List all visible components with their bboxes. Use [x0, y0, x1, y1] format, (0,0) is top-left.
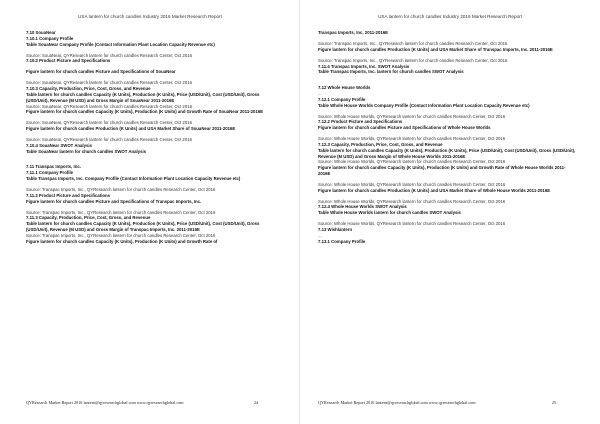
heading-line: Table Transpac Imports, Inc. lantern for church candles SWOT Analysis: [318, 69, 464, 75]
heading-line: Figure lantern for church candles Picture and Specifications of SouaNear: [26, 69, 176, 75]
heading-line: 7.11.1 Company Profile: [26, 170, 74, 176]
page-footer: [26, 400, 278, 405]
heading-line: Table SouaNear lantern for church candles SWOT Analysis: [26, 148, 147, 154]
spacer: [318, 75, 576, 85]
source-line: Source: Whole House Worlds, QYResearch lantern for church candles Research Center, Oct 2016: [318, 181, 506, 187]
heading-line: Figure lantern for church candles Capacity (K Units), Production (K Units) and Growth Rate of: [26, 238, 218, 244]
heading-line: Table SouaNear Company Profile (Contact Information Plant Location Capacity Revenue etc): [26, 41, 215, 47]
source-line: Source: SouaNear, QYResearch lantern for church candles Research Center, Oct 2016: [26, 103, 192, 109]
heading-line: Figure lantern for church candles Production (K Units) and USA Market Share of Whole House Worlds 2011-2016E: [318, 187, 551, 193]
footer-text: QYResearch Market Report 2016 lantern@qyresearchglobal.com www.qyresearchglobal.com: [318, 400, 476, 405]
heading-line: 7.10.4 SouaNear SWOT Analysis: [26, 142, 92, 148]
heading-line: Table lantern for church candles Capacity (K Units), Production (K Units), Price (USD/Unit), Cost (USD/Unit), Gross (USD/Unit), Revenue (M USD) and Gross Margin of SouaNear 2011-2016E: [26, 91, 260, 103]
heading-line: 7.12.1 Company Profile: [318, 96, 366, 102]
heading-line: 7.11.3 Capacity, Production, Price, Cost, Gross, and Revenue: [26, 215, 151, 221]
heading-line: 7.13 Wishlantern: [318, 227, 353, 233]
heading-line: 7.13.1 Company Profile: [318, 238, 366, 244]
source-line: Source: Transpac Imports, Inc., QYResearch lantern for church candles Research Center, Oct 2016: [318, 40, 508, 46]
heading-line: Figure lantern for church candles Capacity (K Units), Production (K Units) and Growth Rate of Whole House Worlds 2011-2016E: [318, 165, 566, 176]
heading-line: Figure lantern for church candles Picture and Specifications of Whole House Worlds: [318, 125, 491, 131]
page-header: USA lantern for church candles Industry 2016 Market Research Report: [78, 14, 222, 19]
heading-line: 7.11.2 Product Picture and Specifications: [26, 192, 111, 198]
source-line: Source: Whole House Worlds, QYResearch lantern for church candles Research Center, Oct 2016: [318, 159, 506, 165]
heading-line: 7.10.3 Capacity, Production, Price, Cost, Gross, and Revenue: [26, 86, 151, 92]
heading-line: 7.10.2 Product Picture and Specifications: [26, 58, 111, 64]
source-line: Source: Whole House Worlds, QYResearch lantern for church candles Research Center, Oct 2016: [318, 221, 506, 227]
right-page-content: [318, 30, 576, 244]
source-line: Source: SouaNear, QYResearch lantern for church candles Research Center, Oct 2016: [26, 137, 192, 143]
left-page-content: [26, 30, 278, 244]
heading-line: Figure lantern for church candles Production (K Units) and USA Market Share of SouaNear 2011-2016E: [26, 126, 236, 132]
source-line: Source: Transpac Imports, Inc., QYResearch lantern for church candles Research Center, Oct 2016: [318, 57, 508, 63]
footer-text: QYResearch Market Report 2016 lantern@qyresearchglobal.com www.qyresearchglobal.com: [26, 400, 184, 405]
heading-line: Table Whole House Worlds lantern for church candles SWOT Analysis: [318, 210, 461, 216]
heading-line: Table lantern for church candles Capacity (K Units), Production (K Units), Price (USD/Unit), Cost (USD/Unit), Gross (USD/Unit), Revenue (M USD) and Gross Margin of Whole House Worlds 2011-2016E: [318, 147, 576, 159]
heading-line: Table lantern for church candles Capacity (K Units), Production (K Units), Price (USD/Unit), Cost (USD/Unit), Gross (USD/Unit), Revenue (M USD) and Gross Margin of Transpac Imports, Inc. 2011-2016E: [26, 221, 260, 233]
page-header: USA lantern for church candles Industry 2016 Market Research Report: [378, 14, 522, 19]
heading-line: Table Transpac Imports, Inc. Company Profile (Contact Information Plant Location Capacity Revenue etc): [26, 176, 241, 182]
source-line: Source: Transpac Imports, Inc., QYResearch lantern for church candles Research Center, Oct 2016: [26, 187, 216, 193]
page-footer: [318, 400, 576, 405]
heading-line: Figure lantern for church candles Production (K Units) and USA Market Share of Transpac Imports, Inc. 2011-2016E: [318, 46, 553, 52]
page-number: 25: [551, 400, 556, 405]
source-line: Source: SouaNear, QYResearch lantern for church candles Research Center, Oct 2016: [26, 120, 192, 126]
source-line: Source: SouaNear, QYResearch lantern for church candles Research Center, Oct 2016: [26, 52, 192, 58]
heading-line: 7.12 Whole House Worlds: [318, 85, 371, 91]
source-line: Source: Transpac Imports, Inc., QYResearch lantern for church candles Research Center, Oct 2016: [26, 232, 216, 238]
source-line: ...: [318, 232, 322, 238]
heading-line: 7.12.2 Product Picture and Specifications: [318, 119, 403, 125]
spacer: [26, 154, 278, 164]
source-line: Source: Transpac Imports, Inc., QYResearch lantern for church candles Research Center, Oct 2016: [26, 209, 216, 215]
heading-line: 7.12.3 Capacity, Production, Price, Cost, Gross, and Revenue: [318, 141, 443, 147]
heading-line: 7.11.4 Transpac Imports, Inc. SWOT Analysis: [318, 63, 410, 69]
source-line: Source: Whole House Worlds, QYResearch lantern for church candles Research Center, Oct 2016: [318, 198, 506, 204]
heading-line: Transpac Imports, Inc. 2011-2016E: [318, 30, 388, 35]
heading-line: 7.10.1 Company Profile: [26, 35, 74, 41]
heading-line: 7.12.4 Whole House Worlds SWOT Analysis: [318, 204, 407, 210]
source-line: Source: SouaNear, QYResearch lantern for church candles Research Center, Oct 2016: [26, 80, 192, 86]
heading-line: Figure lantern for church candles Capacity (K Units), Production (K Units) and Growth Rate of SouaNear 2011-2016E: [26, 109, 264, 115]
source-line: ...: [318, 90, 322, 96]
heading-line: 7.11 Transpac Imports, Inc.: [26, 164, 81, 170]
heading-line: Figure lantern for church candles Picture and Specifications of Transpac Imports, Inc.: [26, 198, 202, 204]
source-line: Source: Whole House Worlds, QYResearch lantern for church candles Research Center, Oct 2016: [318, 136, 506, 142]
right-page: [300, 0, 600, 424]
heading-line: Table Whole House Worlds Company Profile (Contact Information Plant Location Capacity Revenue etc): [318, 102, 530, 108]
page-number: 24: [253, 400, 258, 405]
source-line: Source: Whole House Worlds, QYResearch lantern for church candles Research Center, Oct 2016: [318, 113, 506, 119]
heading-line: 7.10 SouaNear: [26, 30, 56, 35]
